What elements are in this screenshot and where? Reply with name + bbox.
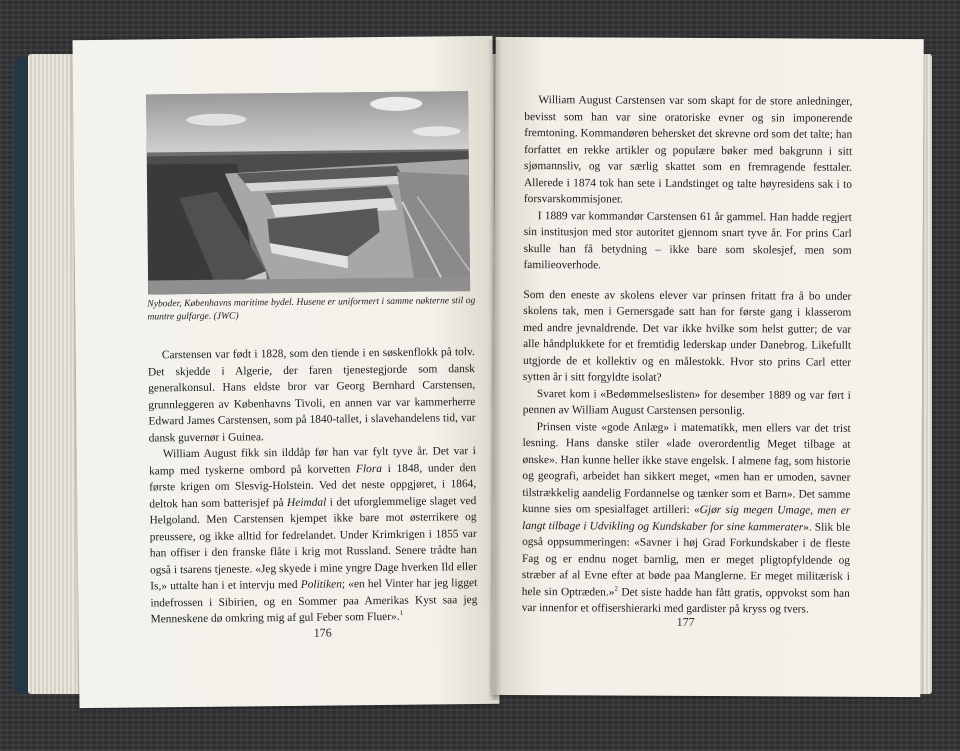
nyboder-photo-illustration [146,91,470,294]
italic-text: Politiken [300,578,342,591]
paragraph [149,443,478,628]
italic-text: Gjør sig megen Umage, men er langt tilbage i Udvikling og Kundskaber for sine kammerater [522,503,851,534]
footnote-marker: 2 [614,584,618,593]
text-run: William August Carstensen var som skapt for de store anledninger, bevisst som han var sine oratoriske evner og sin imponerende fremtoning. Kommandøren behersket det skrevne ord som det talte; han forfattet en rekke artikler og populære bøker med bakgrunn i sitt sjømannsliv, og var særlig skattet som en fremragende festtaler. Allerede i 1874 tok han sete i Landstinget og talte høyresidens sak i to forsvarskommisjoner. [523,94,853,206]
page-number-right: 177 [676,614,695,629]
text-run: i det uforglemmelige slaget ved Helgoland. Men Carstensen kjempet ikke bare mot østerrikere og preussere, og ikke alltid for fedrelandet. Under Krimkrigen i 1855 var han offiser i den franske flåte i krig mot Russland. Senere trådte han også i tsarens tjeneste. «Jeg skyede i mine yngre Dage hverken Ild eller Is,» uttalte han i et intervju med [149,494,478,593]
text-run: Svaret kom i «Bedømmelseslisten» for desember 1889 og var ført i pennen av William August Carstensen personlig. [522,387,851,418]
nyboder-photo [146,91,470,294]
text-run: I 1889 var kommandør Carstensen 61 år gammel. Han hadde regjert sin institusjon med stor autoritet gjennom snart tyve år. For prins Carl skulle han få betydning – ikke bare som skolesjef, men som familieoverhode. [523,209,852,272]
paragraph [522,419,851,619]
italic-text: Flora [355,462,383,475]
italic-text: Heimdal [286,496,327,509]
left-body-text [148,344,478,628]
page-number-left: 176 [313,625,332,640]
text-run: Det siste hadde han fått gratis, oppvokst som han var innenfor et offisershierarki med gardister på kryss og tvers. [521,586,850,616]
text-run: Carstensen var født i 1828, som den tiende i en søskenflokk på tolv. Det skjedde i Algerie, der faren tjenestegjorde som dansk generalkonsul. Hans eldste bror var Georg Bernhard Carstensen, grunnleggeren av Københavns Tivoli, en annen var var kammerherre Edward James Carstensen, som på 1840-tallet, i slavehandelens tid, var dansk guvernør i Guinea. [147,346,476,444]
paragraph [523,208,851,276]
photo-caption: Nyboder, Københavns maritime bydel. Husene er uniformert i samme nøkterne stil og muntre gulfarge. (JWC) [147,295,476,323]
text-run: i 1848, under den første krigen om Slesvig-Holstein. Ved det neste oppgjøret, i 1864, deltok han som batterisjef på [149,461,477,510]
footnote-marker: 1 [399,608,404,618]
book-gutter [488,40,502,700]
text-run: ». Slik ble også oppsummeringen: «Savner i høj Grad Forkundskaber i de fleste Fag og er endnu noget barnlig, men er meget pligtopfyldende og stræber af al Evne efter at bøde paa Manglerne. Er meget militærisk i hele sin Optræden.» [521,521,851,599]
right-page [492,37,923,697]
text-run: ; «en hel Vinter har jeg ligget indefrossen i Sibirien, og en Sommer paa Amerikas Kyst saa jeg Menneskene dø omkring mig af gul Feber som Fluer». [150,577,478,626]
paragraph [524,92,853,209]
right-body-text [522,92,853,618]
text-run: Prinsen viste «gode Anlæg» i matematikk, men ellers var det trist lesning. Hans danske stiler «lade overordentlig Meget tilbage at ønske». Han kunne heller ikke stave engelsk. I almene fag, som historie og geografi, arbeidet han sikkert meget, «men han er umoden, savner tilstrækkelig aandelig Fordannelse og tænker som et Barn». Det samme kunne sies om spesialfaget artilleri: « [522,420,851,516]
paragraph [523,287,852,388]
paragraph [523,386,851,421]
text-run: Som den eneste av skolens elever var prinsen fritatt fra å bo under skolens tak, men i Gernersgade satt han for første gang i klasserom med andre jevnaldrende. Det var ikke hvilke som helst gutter; de var alle håndplukkete for et fremtidig lederskap under Danebrog. Likefullt utgjorde de et kollektiv og en målestokk. Hvor sto prins Carl etter sytten år i sitt forgyldte isolat? [522,288,852,384]
left-page [73,36,500,708]
paragraph [148,344,476,446]
text-run: William August fikk sin ilddåp før han var fylt tyve år. Det var i kamp med tyskerne ombord på korvetten [148,445,476,477]
